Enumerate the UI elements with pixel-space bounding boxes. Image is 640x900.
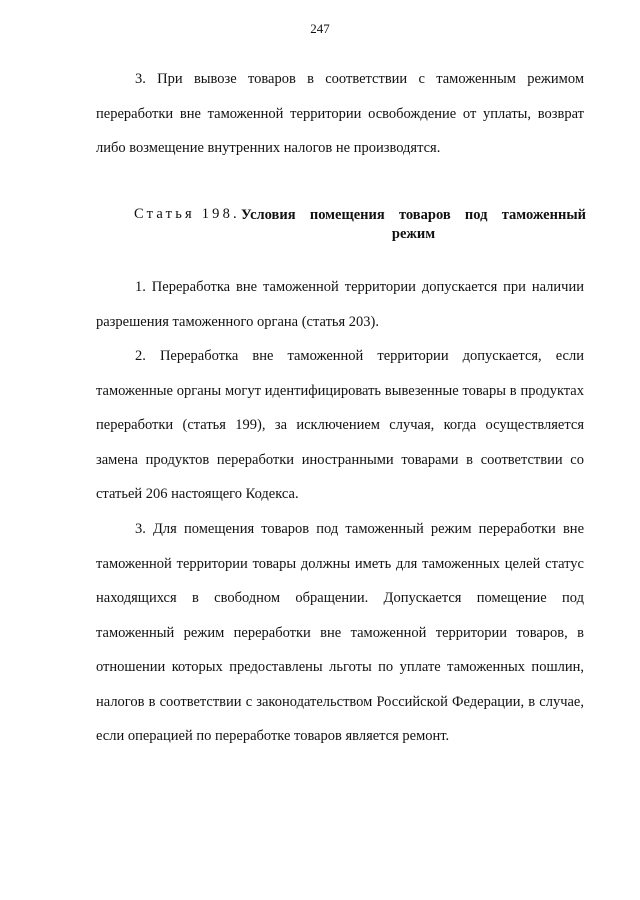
paragraph-3: 3. Для помещения товаров под таможенный режим переработки вне таможенной территории товары должны иметь для таможенных целей статус находящихся в свободном обращении. Допускается помещение под таможенный режим переработки вне таможенной территории товаров, в отношении которых предоставлены льготы по уплате таможенных пошлин, налогов в соответствии с законодательством Российской Федерации, в случае, если операцией по переработке товаров является ремонт. [96, 521, 584, 744]
page-number: 247 [310, 21, 330, 36]
paragraph-prev-3: 3. При вывозе товаров в соответствии с таможенным режимом переработки вне таможенной территории освобождение от уплаты, возврат либо возмещение внутренних налогов не производятся. [96, 71, 584, 156]
paragraph-1: 1. Переработка вне таможенной территории допускается при наличии разрешения таможенного органа (статья 203). [96, 279, 584, 330]
article-title: Условия помещения товаров под таможенный режим [241, 207, 586, 242]
paragraph-2: 2. Переработка вне таможенной территории допускается, если таможенные органы могут идентифицировать вывезенные товары в продуктах переработки (статья 199), за исключением случая, когда осуществляется замена продуктов переработки иностранными товарами в соответствии со статьей 206 настоящего Кодекса. [96, 348, 584, 502]
article-label: Статья 198. [134, 206, 240, 222]
